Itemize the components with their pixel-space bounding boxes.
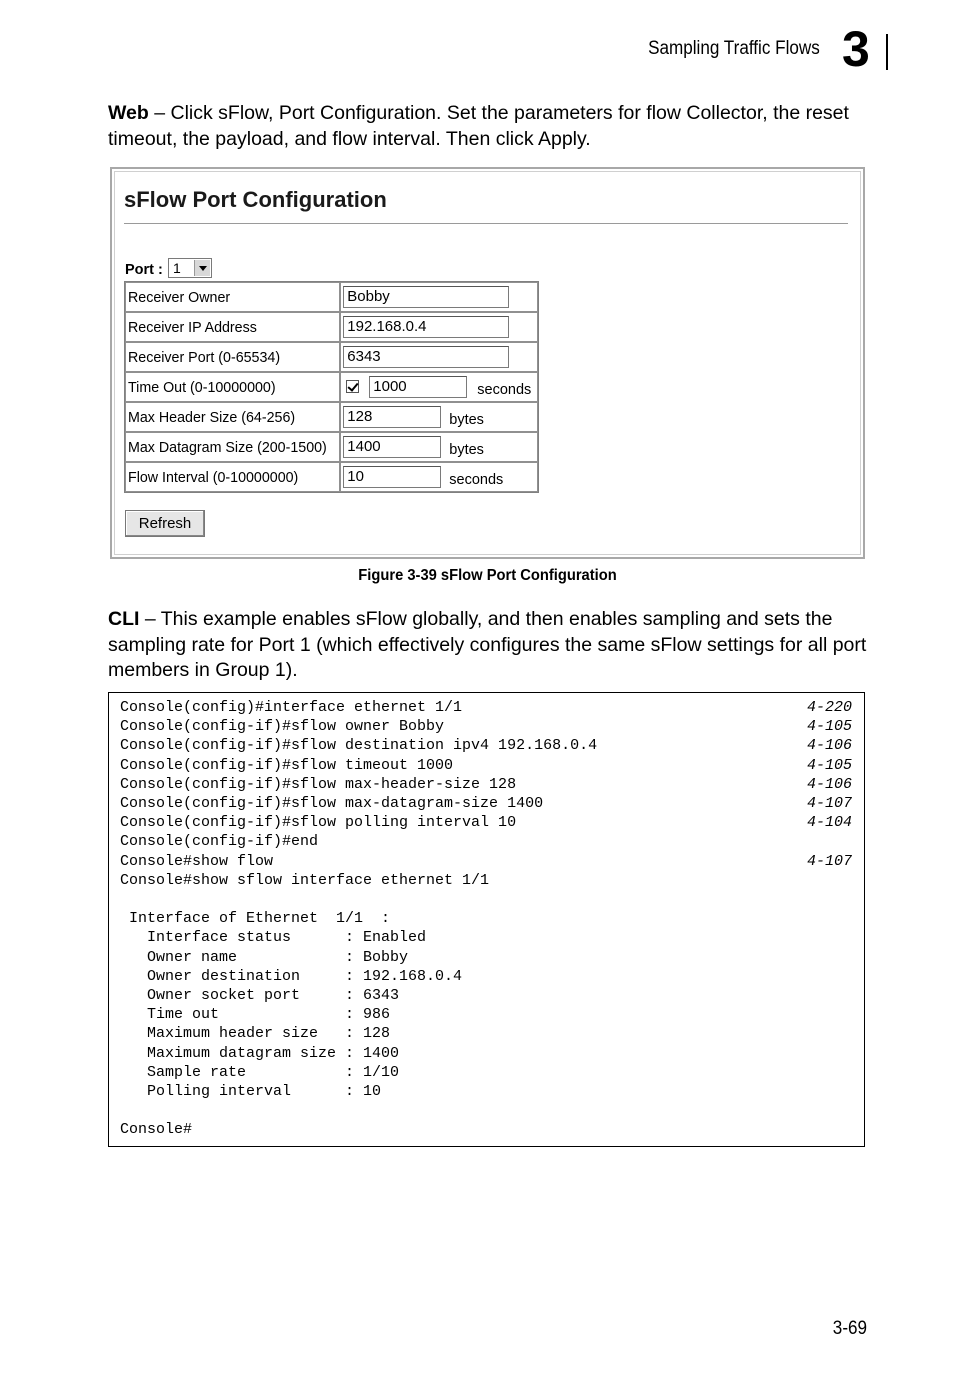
port-label: Port :: [125, 262, 163, 278]
command-reference: 4-105: [806, 756, 852, 774]
code-line: Console(config-if)#sflow owner Bobby: [120, 718, 445, 736]
code-line: Console#show sflow interface ethernet 1/1: [120, 871, 490, 889]
command-reference: 4-106: [806, 775, 852, 793]
code-line: Maximum datagram size : 1400: [120, 1044, 400, 1062]
table-row: [125, 282, 538, 312]
receiver-owner-input[interactable]: Bobby: [343, 286, 509, 308]
code-line: Console(config-if)#sflow max-datagram-size 1400: [120, 795, 544, 812]
code-line: Owner name : Bobby: [120, 948, 409, 966]
max-datagram-size-input[interactable]: 1400: [343, 436, 441, 458]
table-row: [125, 462, 538, 492]
table-row: [125, 432, 538, 462]
chapter-number: 3: [842, 21, 870, 77]
table-row: [125, 372, 538, 402]
max-header-size-input[interactable]: 128: [343, 406, 441, 428]
code-line: Interface of Ethernet 1/1 :: [120, 910, 391, 928]
time-out-checkbox[interactable]: [346, 380, 359, 393]
screenshot-title: sFlow Port Configuration: [124, 187, 387, 212]
section-title: Sampling Traffic Flows: [648, 38, 820, 59]
receiver-port-label: Receiver Port (0-65534): [128, 348, 281, 366]
code-line: Console(config-if)#sflow destination ipv4 192.168.0.4: [120, 737, 598, 755]
receiver-ip-input[interactable]: 192.168.0.4: [343, 316, 509, 338]
page-number: 3-69: [832, 1318, 867, 1339]
time-out-input[interactable]: 1000: [369, 376, 467, 398]
code-line: Interface status : Enabled: [120, 929, 427, 947]
config-table: [124, 281, 539, 493]
max-header-size-unit: bytes: [449, 412, 484, 429]
code-line: Console(config-if)#sflow timeout 1000: [120, 756, 454, 774]
code-line: Console(config-if)#end: [120, 833, 319, 851]
chapter-rule: [886, 34, 888, 70]
title-divider: [124, 223, 848, 224]
table-row: [125, 312, 538, 342]
code-line: Polling interval : 10: [120, 1083, 382, 1100]
flow-interval-input[interactable]: 10: [343, 466, 441, 488]
flow-interval-label: Flow Interval (0-10000000): [128, 468, 299, 486]
command-reference: 4-105: [806, 718, 852, 736]
code-line: Owner socket port : 6343: [120, 987, 400, 1004]
flow-interval-unit: seconds: [449, 472, 504, 489]
cli-instructions: [108, 607, 868, 684]
chevron-down-icon[interactable]: [194, 260, 210, 276]
code-line: Owner destination : 192.168.0.4: [120, 967, 463, 985]
receiver-ip-label: Receiver IP Address: [128, 318, 257, 336]
cli-lead: CLI: [108, 608, 140, 630]
figure-caption: Figure 3-39 sFlow Port Configuration: [358, 567, 617, 584]
code-line: Console#: [120, 1121, 193, 1139]
port-select[interactable]: [168, 258, 212, 278]
time-out-label: Time Out (0-10000000): [128, 378, 276, 396]
cli-text: – This example enables sFlow globally, and then enables sampling and sets the sampling rate for Port 1 (which effectively configures the same sFlow settings for all port members in Group 1).: [108, 608, 867, 681]
receiver-owner-label: Receiver Owner: [128, 288, 231, 306]
table-row: [125, 342, 538, 372]
command-reference: 4-220: [806, 699, 852, 716]
table-row: [125, 402, 538, 432]
receiver-port-input[interactable]: 6343: [343, 346, 509, 368]
cli-code-block: [108, 692, 865, 1147]
command-reference: 4-107: [806, 852, 852, 870]
code-line: Time out : 986: [120, 1006, 391, 1024]
max-datagram-size-label: Max Datagram Size (200-1500): [128, 438, 327, 456]
command-reference: 4-106: [806, 737, 852, 755]
max-datagram-size-unit: bytes: [449, 442, 484, 459]
command-reference: 4-104: [806, 814, 852, 832]
command-reference: 4-107: [806, 795, 852, 812]
time-out-unit: seconds: [477, 382, 532, 399]
code-line: Sample rate : 1/10: [120, 1063, 400, 1081]
code-line: Console#show flow: [120, 852, 274, 870]
web-lead: Web: [108, 102, 149, 124]
max-header-size-label: Max Header Size (64-256): [128, 408, 296, 426]
code-line: Console(config)#interface ethernet 1/1: [120, 699, 463, 716]
code-line: Maximum header size : 128: [120, 1025, 391, 1043]
code-line: Console(config-if)#sflow max-header-size 128: [120, 775, 517, 793]
code-line: Console(config-if)#sflow polling interval 10: [120, 814, 517, 832]
web-text: – Click sFlow, Port Configuration. Set the parameters for flow Collector, the reset timeout, the payload, and flow interval. Then click Apply.: [108, 102, 849, 150]
web-instructions: [108, 101, 868, 152]
port-select-value: 1: [173, 260, 181, 276]
refresh-button[interactable]: Refresh: [125, 510, 205, 537]
